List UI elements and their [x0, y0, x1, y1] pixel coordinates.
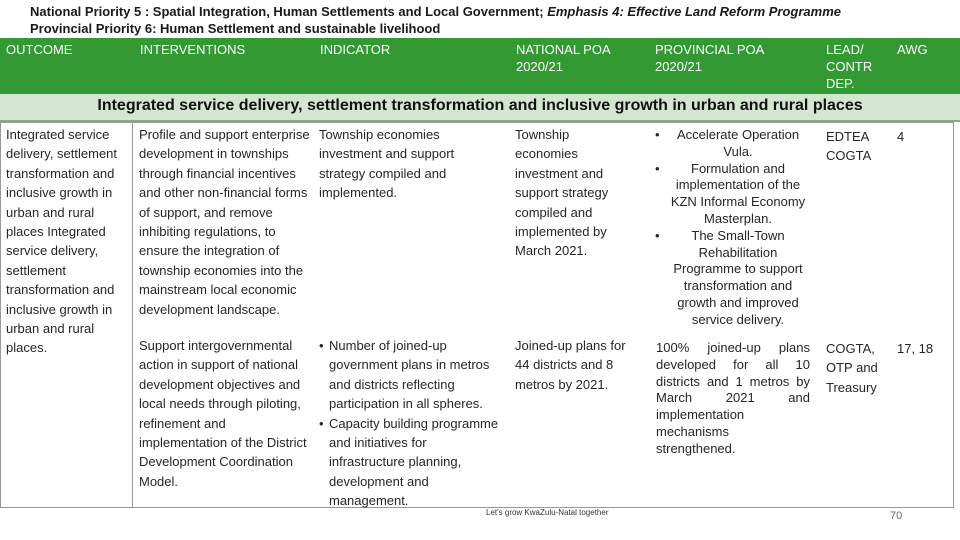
page-title [30, 4, 841, 19]
provincial-poa-item: • The Small-Town Rehabilitation Programme to support transformation and growth and improved service delivery. [655, 228, 811, 329]
section-banner: Integrated service delivery, settlement transformation and inclusive growth in urban and rural places [0, 94, 960, 122]
col-header-awg: AWG [897, 42, 928, 57]
provincial-poa-item: • Formulation and implementation of the KZN Informal Economy Masterplan. [655, 161, 811, 228]
intervention-cell-1: Profile and support enterprise development in townships through financial incentives and other non-financial forms of support, and remove inhibiting regulations, to ensure the integration of township economies into the mainstream local economic development landscape. [139, 127, 310, 317]
column-divider [132, 123, 133, 507]
indicator-item: • Capacity building programme and initiatives for infrastructure planning, development and management. [319, 414, 503, 511]
table-header [0, 38, 960, 94]
page-number: 70 [890, 510, 903, 522]
indicator-item: • Number of joined-up government plans in metros and districts reflecting participation in all spheres. [319, 336, 503, 414]
col-header-outcome: OUTCOME [6, 42, 73, 57]
col-header-national-poa: NATIONAL POA 2020/21 [516, 42, 610, 74]
lead-cell-2: COGTA, OTP and Treasury [826, 341, 878, 395]
provincial-poa-item: • Accelerate Operation Vula. [655, 127, 811, 161]
national-poa-cell-2: Joined-up plans for 44 districts and 8 metros by 2021. [515, 338, 626, 392]
awg-cell-1: 4 [897, 129, 905, 144]
title-priority: National Priority 5 : Spatial Integration, Human Settlements and Local Government; [30, 4, 548, 19]
priority-table [0, 122, 954, 508]
col-header-interventions: INTERVENTIONS [140, 42, 246, 57]
indicator-list-2 [319, 336, 503, 511]
col-header-indicator: INDICATOR [320, 42, 391, 57]
lead-cell-1: EDTEA COGTA [826, 129, 872, 164]
page-subtitle: Provincial Priority 6: Human Settlement and sustainable livelihood [30, 21, 441, 36]
intervention-cell-2: Support intergovernmental action in support of national development objectives and local needs through piloting, refinement and implementation of the District Development Coordination Model. [139, 338, 307, 489]
indicator-cell-1: Township economies investment and support strategy compiled and implemented. [319, 127, 455, 201]
national-poa-cell-1: Township economies investment and support strategy compiled and implemented by March 2021. [515, 127, 609, 259]
col-header-lead: LEAD/ CONTR DEP. [826, 42, 873, 91]
title-emphasis: Emphasis 4: Effective Land Reform Programme [547, 4, 841, 19]
awg-cell-2: 17, 18 [897, 341, 934, 356]
provincial-poa-list-1 [655, 127, 811, 329]
outcome-cell: Integrated service delivery, settlement transformation and inclusive growth in urban and rural places Integrated service delivery, settlement transformation and inclusive growth in urban and rural places. [6, 127, 118, 356]
col-header-provincial-poa: PROVINCIAL POA 2020/21 [655, 42, 764, 74]
footer-slogan: Let's grow KwaZulu-Natal together [486, 508, 609, 517]
provincial-poa-cell-2: 100% joined-up plans developed for all 10 districts and 1 metros by March 2021 and implementation mechanisms strengthened. [656, 340, 810, 456]
